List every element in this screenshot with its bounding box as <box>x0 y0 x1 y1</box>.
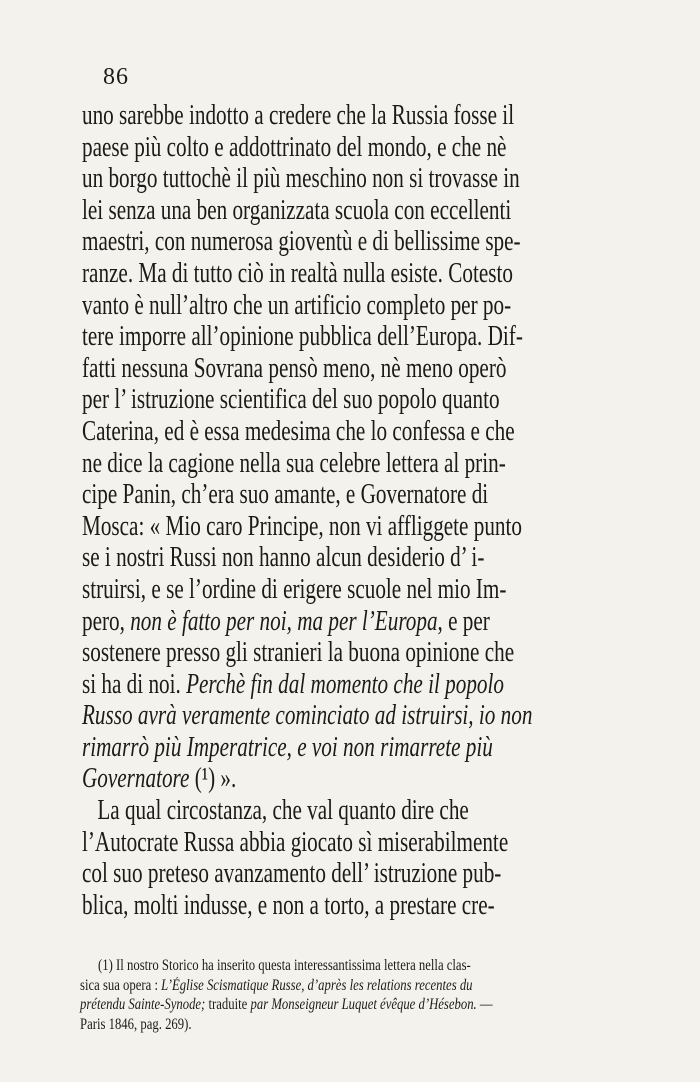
footnote-line <box>80 995 539 1015</box>
text-line <box>82 351 507 385</box>
text-run: cipe Panin, ch’era suo amante, e Governatore di <box>82 478 489 511</box>
text-line <box>82 763 480 795</box>
text-run: traduite <box>205 996 251 1013</box>
text-line <box>82 414 515 448</box>
text-run: col suo preteso avanzamento dell’ istruzione pub- <box>82 857 502 890</box>
footnote-line <box>80 976 539 996</box>
text-line <box>82 604 490 638</box>
text-line <box>82 509 522 543</box>
text-run: paese più colto e addottrinato del mondo, e che nè <box>82 130 507 163</box>
italic-text: Perchè fin dal momento che il popolo <box>186 667 504 700</box>
text-line <box>82 857 502 890</box>
text-run: maestri, con numerosa gioventù e di bellissime spe- <box>82 225 521 258</box>
text-line <box>82 667 504 701</box>
italic-text: par Monseigneur Luquet évêque d’Hésebon. <box>250 996 477 1013</box>
text-run: (1) Il nostro Storico ha inserito questa interessantissima lettera nella clas- <box>98 957 471 974</box>
text-run: — <box>476 996 493 1013</box>
text-line <box>82 795 480 827</box>
text-run: struirsi, e se l’ordine di erigere scuole nel mio Im- <box>82 572 507 605</box>
text-line <box>82 256 513 290</box>
text-line <box>82 636 515 669</box>
body-text <box>82 100 627 921</box>
text-run: vanto è null’altro che un artificio completo per po- <box>82 288 512 321</box>
italic-text: non è fatto per noi, ma per l’Europa <box>130 604 438 637</box>
text-line <box>82 541 485 574</box>
text-line <box>82 130 507 164</box>
text-line <box>82 446 506 480</box>
page-number: 86 <box>103 64 129 90</box>
text-run: blica, molti indusse, e non a torto, a prestare cre- <box>82 888 495 921</box>
italic-text: Russo avrà veramente cominciato ad istruirsi, io non <box>82 699 533 732</box>
text-run: Caterina, ed è essa medesima che lo confessa e che <box>82 414 515 447</box>
italic-text: prétendu Sainte-Synode; <box>80 996 206 1013</box>
text-run: per l’ istruzione scientifica del suo popolo quanto <box>82 383 500 416</box>
text-run: si ha di noi. <box>82 667 187 700</box>
italic-text: L’Église Scismatique Russe, d’après les relations recentes du <box>161 976 473 994</box>
text-line <box>82 888 495 922</box>
text-run: Mosca: « Mio caro Principe, non vi affliggete punto <box>82 509 522 542</box>
italic-text: rimarrò più Imperatrice, e voi non rimarrete più <box>82 730 493 763</box>
text-run: sostenere presso gli stranieri la buona opinione che <box>82 636 515 669</box>
text-run: pero, <box>82 604 131 637</box>
text-run: ranze. Ma di tutto ciò in realtà nulla esiste. Cotesto <box>82 256 513 289</box>
text-line <box>82 699 533 732</box>
text-line <box>82 572 507 606</box>
text-run: lei senza una ben organizzata scuola con eccellenti <box>82 193 512 226</box>
text-line <box>82 288 512 322</box>
footnotes <box>80 956 640 1034</box>
text-run: l’Autocrate Russa abbia giocato sì miserabilmente <box>82 825 509 858</box>
text-run: tere imporre all’opinione pubblica dell’Europa. Dif- <box>82 320 523 353</box>
text-run: un borgo tuttochè il più meschino non si trovasse in <box>82 162 520 195</box>
text-run: fatti nessuna Sovrana pensò meno, nè meno operò <box>82 351 507 384</box>
text-run: ne dice la cagione nella sua celebre lettera al prin- <box>82 446 506 479</box>
footnote-line <box>80 956 539 976</box>
footnote-line <box>80 1015 539 1035</box>
text-line <box>82 730 493 764</box>
text-run: (¹) ». <box>189 762 237 795</box>
text-run: , e per <box>437 604 490 637</box>
text-line <box>82 320 523 353</box>
text-run: Paris 1846, pag. 269). <box>80 1015 192 1033</box>
text-line <box>82 162 520 195</box>
text-line <box>82 478 489 511</box>
text-line <box>82 383 500 416</box>
italic-text: Governatore <box>82 762 190 795</box>
text-line <box>82 225 521 258</box>
text-run: La qual circostanza, che val quanto dire che <box>97 794 469 827</box>
text-run: sica sua opera : <box>80 976 162 994</box>
text-line <box>82 825 509 859</box>
text-run: se i nostri Russi non hanno alcun desiderio d’ i- <box>82 541 485 574</box>
text-line <box>82 193 512 227</box>
text-line <box>82 99 515 132</box>
text-run: uno sarebbe indotto a credere che la Russia fosse il <box>82 99 515 131</box>
